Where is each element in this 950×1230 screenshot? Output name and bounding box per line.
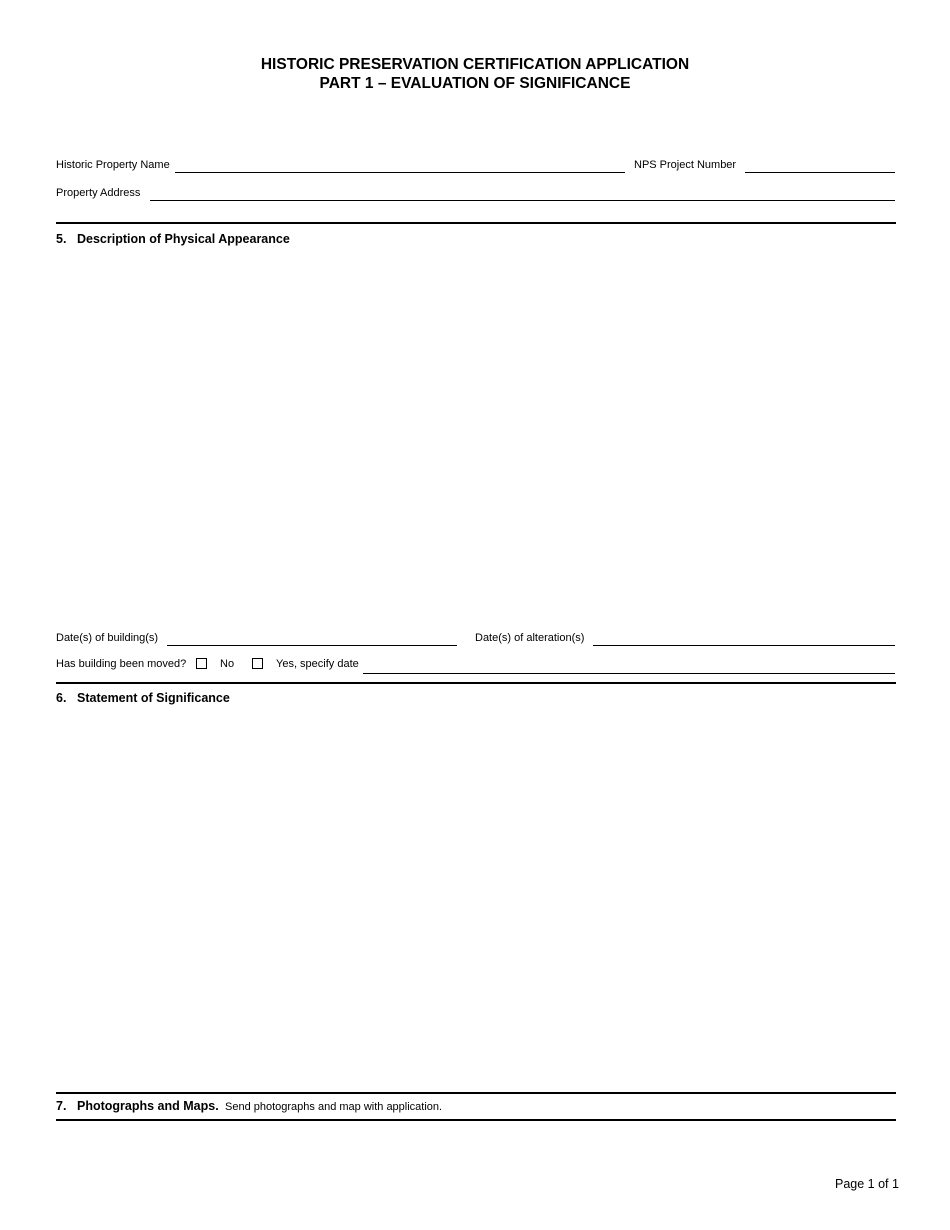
section-6-number: 6. — [56, 691, 67, 705]
alteration-dates-field[interactable] — [593, 645, 895, 646]
section-7-instruction: Send photographs and map with application. — [225, 1101, 443, 1113]
section-7-top-rule — [56, 1092, 896, 1094]
nps-project-number-label: NPS Project Number — [634, 159, 737, 171]
physical-appearance-textarea[interactable] — [56, 252, 896, 620]
moved-no-checkbox[interactable] — [196, 658, 207, 669]
section-5-top-rule — [56, 222, 896, 224]
building-moved-question: Has building been moved? — [56, 658, 187, 670]
section-6-top-rule — [56, 682, 896, 684]
section-7-bottom-rule — [56, 1119, 896, 1121]
moved-yes-label: Yes, specify date — [276, 658, 359, 670]
property-address-field[interactable] — [150, 200, 895, 201]
section-7-title: Photographs and Maps. — [77, 1099, 219, 1113]
form-title-line-1: HISTORIC PRESERVATION CERTIFICATION APPLICATION — [260, 56, 690, 73]
property-address-label: Property Address — [56, 187, 141, 199]
section-6-title: Statement of Significance — [77, 691, 230, 705]
section-7-number: 7. — [56, 1099, 67, 1113]
building-dates-label: Date(s) of building(s) — [56, 632, 159, 644]
statement-of-significance-textarea[interactable] — [56, 712, 896, 1082]
form-title-line-2: PART 1 – EVALUATION OF SIGNIFICANCE — [319, 75, 631, 92]
building-dates-field[interactable] — [167, 645, 457, 646]
property-name-field[interactable] — [175, 172, 625, 173]
alteration-dates-label: Date(s) of alteration(s) — [475, 632, 585, 644]
moved-yes-checkbox[interactable] — [252, 658, 263, 669]
moved-no-label: No — [220, 658, 235, 670]
section-5-title: Description of Physical Appearance — [77, 232, 290, 246]
property-name-label: Historic Property Name — [56, 159, 170, 171]
moved-date-field[interactable] — [363, 673, 895, 674]
nps-project-number-field[interactable] — [745, 172, 895, 173]
page-number: Page 1 of 1 — [835, 1177, 899, 1191]
section-5-number: 5. — [56, 232, 67, 246]
